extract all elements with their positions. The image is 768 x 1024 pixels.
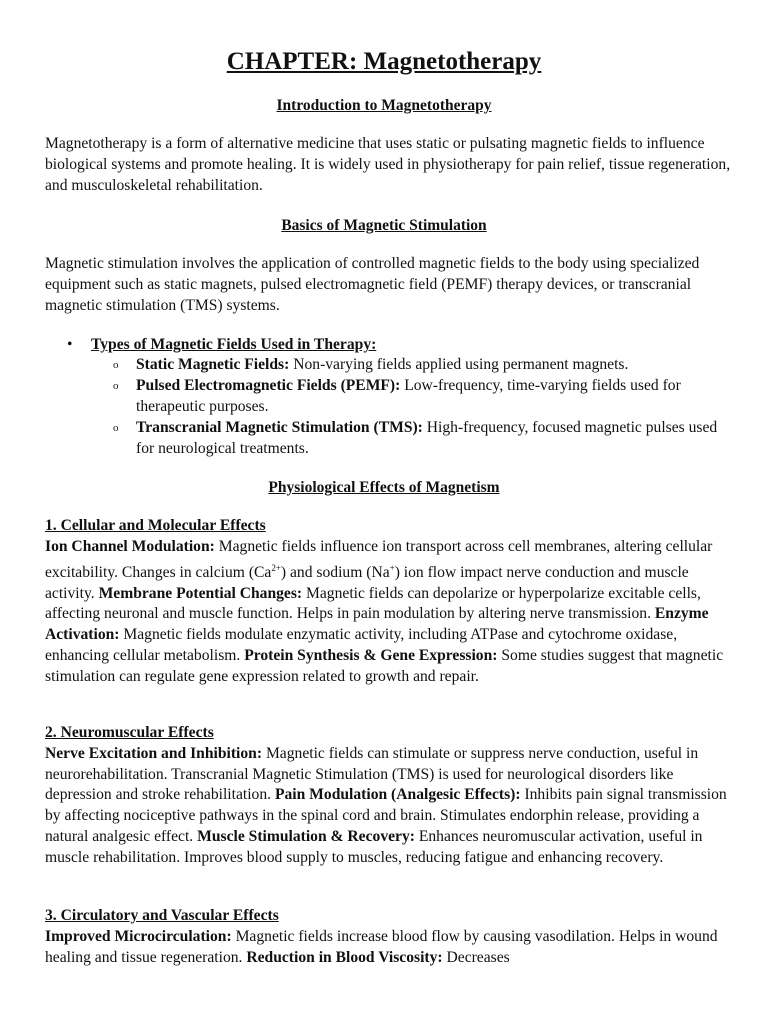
term: Ion Channel Modulation:	[45, 537, 215, 555]
bullet-icon: •	[67, 336, 73, 353]
sub-bullet-icon: o	[113, 380, 119, 392]
physio-heading: Physiological Effects of Magnetism	[268, 479, 500, 496]
circ-heading: 3. Circulatory and Vascular Effects	[45, 907, 279, 924]
term: Muscle Stimulation & Recovery:	[197, 827, 415, 845]
superscript: 2+	[271, 562, 281, 573]
types-heading: Types of Magnetic Fields Used in Therapy:	[91, 336, 377, 353]
term: Pain Modulation (Analgesic Effects):	[274, 786, 521, 804]
desc: Enhances neuromuscular activation, useful in muscle rehabilitation. Improves blood supply to muscles, reducing fatigue and enhancing recovery.	[45, 827, 703, 866]
term: Nerve Excitation and Inhibition:	[45, 744, 263, 762]
cellular-heading: 1. Cellular and Molecular Effects	[45, 517, 266, 534]
intro-heading: Introduction to Magnetotherapy	[276, 97, 492, 114]
neuro-heading: 2. Neuromuscular Effects	[45, 724, 214, 741]
type-desc: High-frequency, focused magnetic pulses used for neurological treatments.	[136, 419, 718, 457]
type-item-text	[136, 355, 726, 376]
term: Membrane Potential Changes:	[98, 584, 303, 602]
term: Reduction in Blood Viscosity:	[246, 948, 443, 966]
type-term: Static Magnetic Fields:	[136, 356, 290, 373]
cellular-section	[45, 516, 735, 688]
basics-heading: Basics of Magnetic Stimulation	[281, 217, 487, 234]
superscript: +	[389, 562, 395, 573]
type-item-text	[136, 376, 726, 418]
desc: Magnetic fields can stimulate or suppress nerve conduction, useful in neurorehabilitation. Transcranial Magnetic Stimulation (TMS) is used for neurological disorders like depression and stroke rehabilitation.	[45, 744, 699, 804]
desc: Magnetic fields influence ion transport across cell membranes, altering cellular excitability. Changes in calcium (Ca	[45, 537, 713, 581]
circ-section	[45, 906, 735, 968]
type-desc: Low-frequency, time-varying fields used for therapeutic purposes.	[136, 377, 681, 415]
term: Enzyme Activation:	[45, 605, 709, 644]
desc: ) ion flow impact nerve conduction and muscle activity.	[45, 563, 689, 602]
sub-bullet-icon: o	[113, 422, 119, 434]
term: Improved Microcirculation:	[45, 927, 232, 945]
type-desc: Non-varying fields applied using permanent magnets.	[289, 356, 629, 373]
desc: Magnetic fields increase blood flow by causing vasodilation. Helps in wound healing and tissue regeneration.	[45, 927, 718, 966]
basics-paragraph: Magnetic stimulation involves the application of controlled magnetic fields to the body using specialized equipment such as static magnets, pulsed electromagnetic field (PEMF) therapy devices, or transcranial magnetic stimulation (TMS) systems.	[45, 255, 700, 314]
chapter-title: CHAPTER: Magnetotherapy	[226, 48, 542, 75]
desc: Decreases	[442, 948, 510, 966]
type-term: Transcranial Magnetic Stimulation (TMS):	[136, 419, 423, 436]
sub-bullet-icon: o	[113, 359, 119, 371]
desc: Inhibits pain signal transmission by affecting nociceptive pathways in the spinal cord and brain. Stimulates endorphin release, providing a natural analgesic effect.	[45, 786, 727, 845]
type-term: Pulsed Electromagnetic Fields (PEMF):	[136, 377, 401, 394]
desc: Magnetic fields modulate enzymatic activity, including ATPase and cytochrome oxidase, enhancing cellular metabolism.	[45, 626, 678, 664]
desc: Magnetic fields can depolarize or hyperpolarize excitable cells, affecting neuronal and muscle function. Helps in pain modulation by altering nerve transmission.	[45, 584, 701, 623]
term: Protein Synthesis & Gene Expression:	[244, 646, 498, 664]
type-item-text	[136, 418, 726, 460]
neuro-section	[45, 723, 735, 869]
desc: Some studies suggest that magnetic stimulation can regulate gene expression related to growth and repair.	[45, 646, 724, 685]
desc: ) and sodium (Na	[280, 563, 390, 581]
intro-paragraph: Magnetotherapy is a form of alternative medicine that uses static or pulsating magnetic fields to influence biological systems and promote healing. It is widely used in physiotherapy for pain relief, tissue regeneration, and musculoskeletal rehabilitation.	[45, 135, 731, 194]
